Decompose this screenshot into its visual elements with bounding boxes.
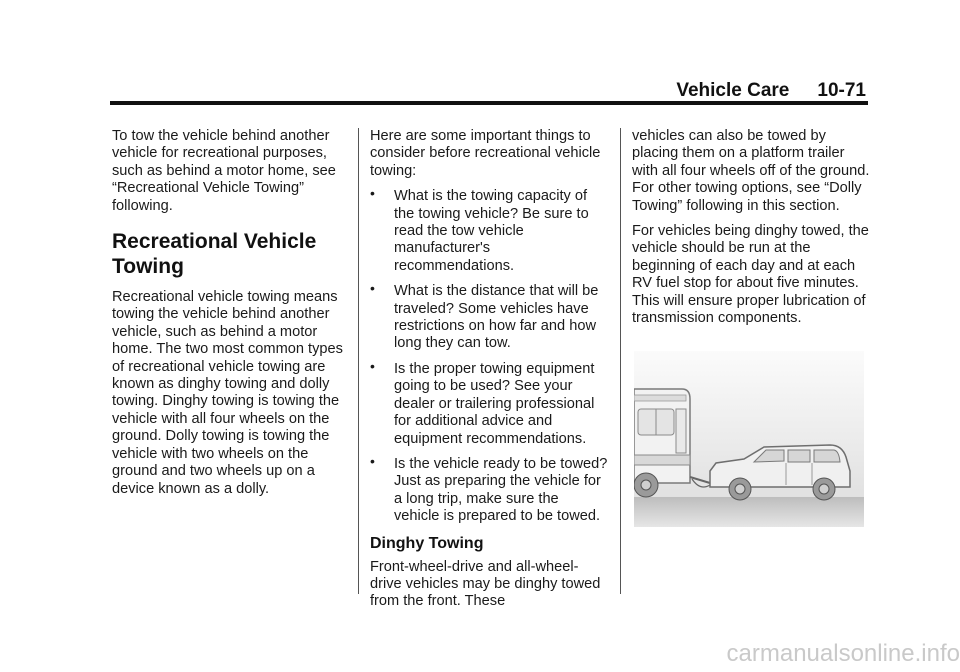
watermark: carmanualsonline.info (726, 640, 960, 667)
rv-dinghy-towing-illustration (634, 351, 864, 527)
intro-paragraph: To tow the vehicle behind another vehicle for recreational purposes, such as behind a motor home, see “Recreational Vehicle Towing” following. (112, 128, 336, 214)
subsection-heading: Dinghy Towing (370, 534, 484, 552)
bullet-icon: • (370, 357, 375, 374)
column-2 (370, 128, 608, 619)
column-divider (358, 128, 359, 594)
intro-paragraph: Here are some important things to consider before recreational vehicle towing: (370, 128, 601, 179)
bullet-icon: • (370, 185, 375, 202)
bullet-icon: • (370, 280, 375, 297)
header-rule (110, 101, 868, 105)
column-3 (632, 128, 870, 335)
body-paragraph: For vehicles being dinghy towed, the vehicle should be run at the beginning of each day and at each RV fuel stop for about five minutes. This will ensure proper lubrication of transmission components. (632, 223, 869, 327)
page-number: 10-71 (817, 80, 866, 101)
section-title: Vehicle Care (676, 80, 790, 101)
considerations-list (370, 185, 608, 525)
column-divider (620, 128, 621, 594)
body-paragraph: Recreational vehicle towing means towing the vehicle behind another vehicle, such as behind a motor home. The two most common types of recreational vehicle towing are known as dinghy towing and dolly towing. Dinghy towing is towing the vehicle with all four wheels on the ground. Dolly towing is towing the vehicle with two wheels on the ground and two wheels up on a device known as a dolly. (112, 289, 343, 497)
list-item: • Is the vehicle ready to be towed? Just as preparing the vehicle for a long trip, make sure the vehicle is prepared to be towed. (370, 452, 608, 525)
section-heading: Recreational Vehicle Towing (112, 230, 317, 279)
body-paragraph: Front-wheel-drive and all-wheel-drive vehicles may be dinghy towed from the front. These (370, 558, 601, 610)
list-item: • Is the proper towing equipment going to be used? See your dealer or trailering professional for additional advice and equipment recommendations. (370, 357, 595, 447)
body-paragraph: vehicles can also be towed by placing them on a platform trailer with all four wheels off of the ground. For other towing options, see “Dolly Towing” following in this section. (632, 128, 870, 214)
bullet-icon: • (370, 452, 375, 469)
list-item: • What is the towing capacity of the towing vehicle? Be sure to read the tow vehicle manufacturer's recommendations. (370, 185, 589, 274)
column-1 (112, 128, 348, 506)
list-item: • What is the distance that will be traveled? Some vehicles have restrictions on how far and how long they can tow. (370, 280, 599, 352)
